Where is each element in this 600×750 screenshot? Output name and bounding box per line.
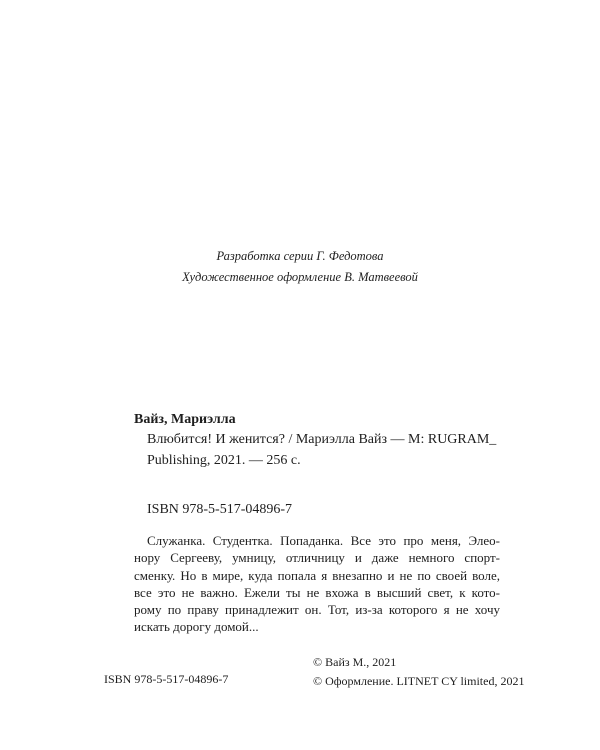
design-credit: Художественное оформление В. Матвеевой xyxy=(182,270,418,284)
copyright-author: © Вайз М., 2021 xyxy=(313,655,397,669)
annotation-line: сменку. Но в мире, куда попала я внезапно и не по своей воле, xyxy=(134,567,500,583)
annotation-line: Служанка. Студентка. Попаданка. Все это про меня, Элео- xyxy=(147,533,500,548)
annotation xyxy=(134,532,500,636)
author-heading: Вайз, Мариэлла xyxy=(134,412,236,427)
bibliographic-line: Влюбится! И женится? / Мариэлла Вайз — М: RUGRAM_ xyxy=(147,432,497,447)
catalog-isbn: ISBN 978-5-517-04896-7 xyxy=(147,502,293,517)
copyright-block xyxy=(313,653,525,691)
catalog-record xyxy=(134,411,500,635)
annotation-line: нору Сергееву, умницу, отличницу и даже немного спорт- xyxy=(134,550,500,566)
annotation-line: искать дорогу домой... xyxy=(134,619,259,635)
annotation-line: все это не важно. Ежели ты не вхожа в высший свет, к кото- xyxy=(134,584,500,600)
copyright-design: © Оформление. LITNET CY limited, 2021 xyxy=(313,674,525,688)
annotation-line: рому по праву принадлежит он. Тот, из-за которого я не хочу xyxy=(134,602,500,618)
series-editor-credit: Разработка серии Г. Федотова xyxy=(216,249,384,263)
bibliographic-line: Publishing, 2021. — 256 с. xyxy=(147,453,301,468)
footer-isbn: ISBN 978-5-517-04896-7 xyxy=(104,672,229,686)
